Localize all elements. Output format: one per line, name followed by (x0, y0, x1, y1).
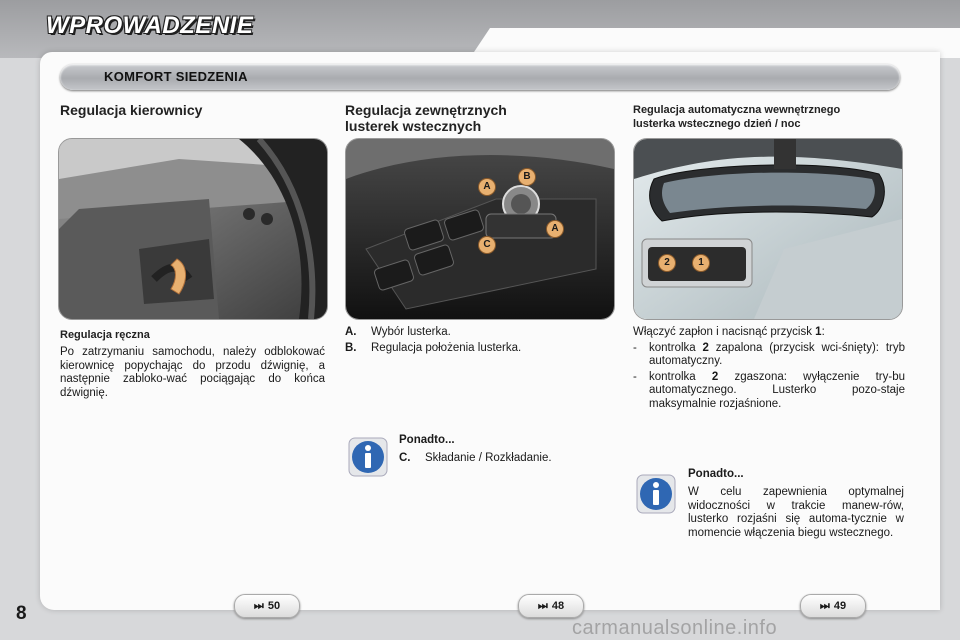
rearview-instructions (633, 326, 905, 411)
legend-item-a (345, 326, 613, 340)
mirror-callout-b: B (518, 168, 536, 186)
legend-text: Składanie / Rozkładanie. (425, 452, 552, 464)
steering-instructions: Po zatrzymaniu samochodu, należy odblokować kierownicę popychając do przodu dźwignię, a następnie zabloko-wać pociągając do końca dźwignię. (60, 346, 325, 399)
legend-text: Wybór lusterka. (371, 326, 451, 338)
rearview-callout-1: 1 (692, 254, 710, 272)
info-fold-item (399, 452, 609, 468)
legend-key: A. (345, 326, 357, 338)
legend-key: C. (399, 452, 411, 464)
rearview-heading-line2: lusterka wstecznego dzień / noc (633, 118, 801, 130)
mirror-legend (345, 326, 613, 357)
rearview-heading (633, 103, 913, 131)
mirror-callout-a-right: A (546, 220, 564, 238)
rearview-heading-line1: Regulacja automatyczna wewnętrznego (633, 104, 841, 116)
legend-text: Regulacja położenia lusterka. (371, 341, 522, 354)
legend-item-b (345, 342, 613, 356)
info-title: Ponadto... (399, 434, 455, 446)
rearview-mirror-photo (633, 138, 903, 320)
rearview-bullet-off: - kontrolka 2 zgaszona: wyłączenie try-bu automatycznego. Lusterko pozo-staje maksymalnie rozjaśnione. (633, 370, 905, 410)
steering-photo (58, 138, 328, 320)
info-icon (636, 474, 676, 514)
info-reverse-gear: W celu zapewnienia optymalnej widoczności w trakcie manew-rów, lusterko rozjaśni się automa-tycznie w momencie włączenia biegu wstecznego. (688, 486, 904, 539)
info-icon (348, 437, 388, 477)
page-title: WPROWADZENIE (46, 12, 254, 39)
next-page-icon: ⏭ (537, 599, 548, 612)
mirrors-heading (345, 102, 507, 134)
rearview-callout-2: 2 (658, 254, 676, 272)
mirrors-heading-line1: Regulacja zewnętrznych (345, 102, 507, 118)
mirror-callout-a-left: A (478, 178, 496, 196)
rearview-intro: Włączyć zapłon i nacisnąć przycisk 1: (633, 326, 825, 338)
watermark: carmanualsonline.info (572, 617, 778, 639)
steering-heading: Regulacja kierownicy (60, 102, 203, 118)
info-title: Ponadto... (688, 468, 744, 480)
legend-key: B. (345, 341, 357, 354)
page-link-49[interactable]: ⏭ 49 (800, 594, 866, 618)
page-number: 8 (16, 603, 27, 624)
next-page-icon: ⏭ (819, 599, 830, 612)
button-ref: 1 (815, 326, 822, 338)
mirror-controls-photo (345, 138, 615, 320)
next-page-icon: ⏭ (253, 599, 264, 612)
mirror-callout-c: C (478, 236, 496, 254)
page-link-48[interactable]: ⏭ 48 (518, 594, 584, 618)
rearview-bullet-auto: - kontrolka 2 zapalona (przycisk wci-śnięty): tryb automatyczny. (633, 341, 905, 367)
page-link-50[interactable]: ⏭ 50 (234, 594, 300, 618)
mirrors-heading-line2: lusterek wstecznych (345, 118, 482, 134)
manual-adjust-subheading: Regulacja ręczna (60, 329, 150, 341)
section-title: KOMFORT SIEDZENIA (104, 69, 248, 84)
